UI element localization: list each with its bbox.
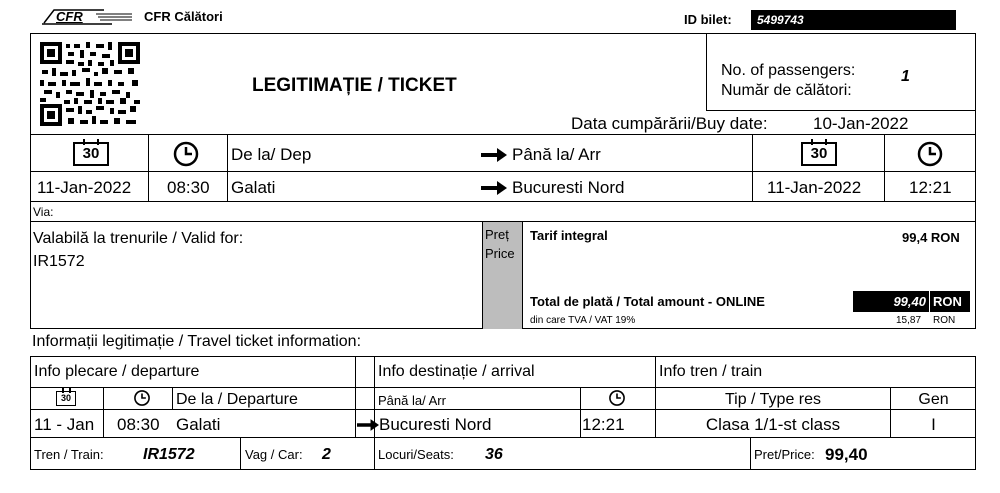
journey-top-line [30, 134, 976, 135]
car-label: Vag / Car: [245, 447, 303, 462]
travel-arr-time: 12:21 [582, 415, 625, 434]
travel-date: 11 - Jan [34, 415, 95, 434]
departure-col-header: De la / Departure [176, 391, 298, 408]
arr-time: 12:21 [909, 178, 952, 197]
seats-value: 36 [485, 446, 503, 463]
gen-col-header: Gen [918, 391, 949, 408]
price-label-ro: Preț [485, 227, 509, 242]
travel-col-b [374, 356, 375, 470]
arr-station: Bucuresti Nord [512, 178, 625, 197]
journey-col-3 [752, 134, 753, 201]
total-value: 99,40 [893, 294, 926, 309]
calendar-icon: 30 [801, 142, 837, 166]
logo-text: CFR [56, 9, 83, 24]
price-label: Pret/Price: [754, 447, 815, 462]
calendar-icon: 30 [73, 142, 109, 166]
cfr-logo [34, 6, 134, 28]
clock-icon [916, 140, 944, 173]
travel-dep-station: Galati [176, 415, 221, 434]
travel-col-a [355, 356, 356, 437]
clock-icon [133, 389, 151, 412]
dep-time: 08:30 [167, 178, 210, 197]
vat-value: 15,87 [896, 315, 922, 326]
validity-train: IR1572 [33, 253, 85, 270]
dep-station: Galati [231, 178, 276, 197]
passengers-value: 1 [901, 68, 910, 85]
validity-label: Valabilă la trenurile / Valid for: [33, 230, 244, 247]
arrival-col-header: Până la/ Arr [378, 393, 446, 408]
passengers-label-en: No. of passengers: [721, 62, 856, 79]
seats-label: Locuri/Seats: [378, 447, 454, 462]
arrow-right-icon [481, 148, 507, 167]
total-amount-box [853, 291, 929, 312]
travel-col-e [172, 387, 173, 409]
car-value: 2 [322, 446, 331, 463]
tariff-value: 99,4 RON [902, 230, 960, 245]
journey-col-4 [884, 134, 885, 201]
travel-class: Clasa 1/1-st class [705, 415, 841, 434]
arr-date: 11-Jan-2022 [767, 178, 862, 197]
travel-col-h [240, 437, 241, 470]
company-name: CFR Călători [144, 9, 223, 24]
dep-header: De la/ Dep [231, 145, 312, 164]
passengers-divider [706, 33, 707, 111]
clock-icon [172, 140, 200, 173]
qr-code-icon [40, 42, 140, 126]
travel-row-2-line [30, 409, 976, 410]
ticket-id-box [751, 10, 956, 30]
dep-date: 11-Jan-2022 [37, 178, 132, 197]
travel-dep-time: 08:30 [117, 415, 160, 434]
vat-label: din care TVA / VAT 19% [530, 315, 636, 326]
price-value: 99,40 [825, 445, 868, 464]
buy-date-value: 10-Jan-2022 [813, 114, 909, 133]
travel-col-i [750, 437, 751, 470]
ticket-id-label: ID bilet: [684, 12, 732, 27]
travel-arr-station: Bucuresti Nord [379, 415, 492, 434]
travel-info-label: Informații legitimație / Travel ticket information: [32, 333, 362, 350]
travel-col-d [103, 387, 104, 437]
total-label: Total de plată / Total amount - ONLINE [530, 294, 765, 309]
price-label-en: Price [485, 246, 515, 261]
journey-col-2 [227, 134, 228, 201]
type-col-header: Tip / Type res [724, 391, 822, 408]
journey-col-1 [148, 134, 149, 201]
travel-col-f [580, 387, 581, 437]
arrival-header: Info destinație / arrival [378, 363, 535, 380]
vat-currency: RON [933, 315, 956, 326]
arr-header: Până la/ Arr [512, 145, 601, 164]
departure-header: Info plecare / departure [34, 363, 200, 380]
train-label: Tren / Train: [34, 447, 104, 462]
travel-gen: I [931, 415, 936, 434]
calendar-icon: 30 [56, 391, 76, 406]
ticket-title: LEGITIMAȚIE / TICKET [252, 75, 457, 96]
buy-date-label: Data cumpărării/Buy date: [571, 114, 768, 133]
total-currency: RON [933, 294, 962, 309]
passengers-label-ro: Număr de călători: [721, 82, 852, 99]
train-header: Info tren / train [659, 363, 763, 380]
clock-icon [608, 389, 626, 412]
travel-row-3-line [30, 437, 976, 438]
via-label: Via: [33, 205, 54, 219]
train-value: IR1572 [143, 446, 195, 463]
journey-bottom-line [30, 201, 976, 202]
total-currency-box [930, 291, 970, 312]
passengers-bottom-line [706, 110, 976, 111]
ticket-id-value: 5499743 [757, 13, 804, 27]
arrow-right-icon [357, 418, 379, 436]
tariff-label: Tarif integral [530, 228, 608, 243]
arrow-right-icon [481, 181, 507, 200]
